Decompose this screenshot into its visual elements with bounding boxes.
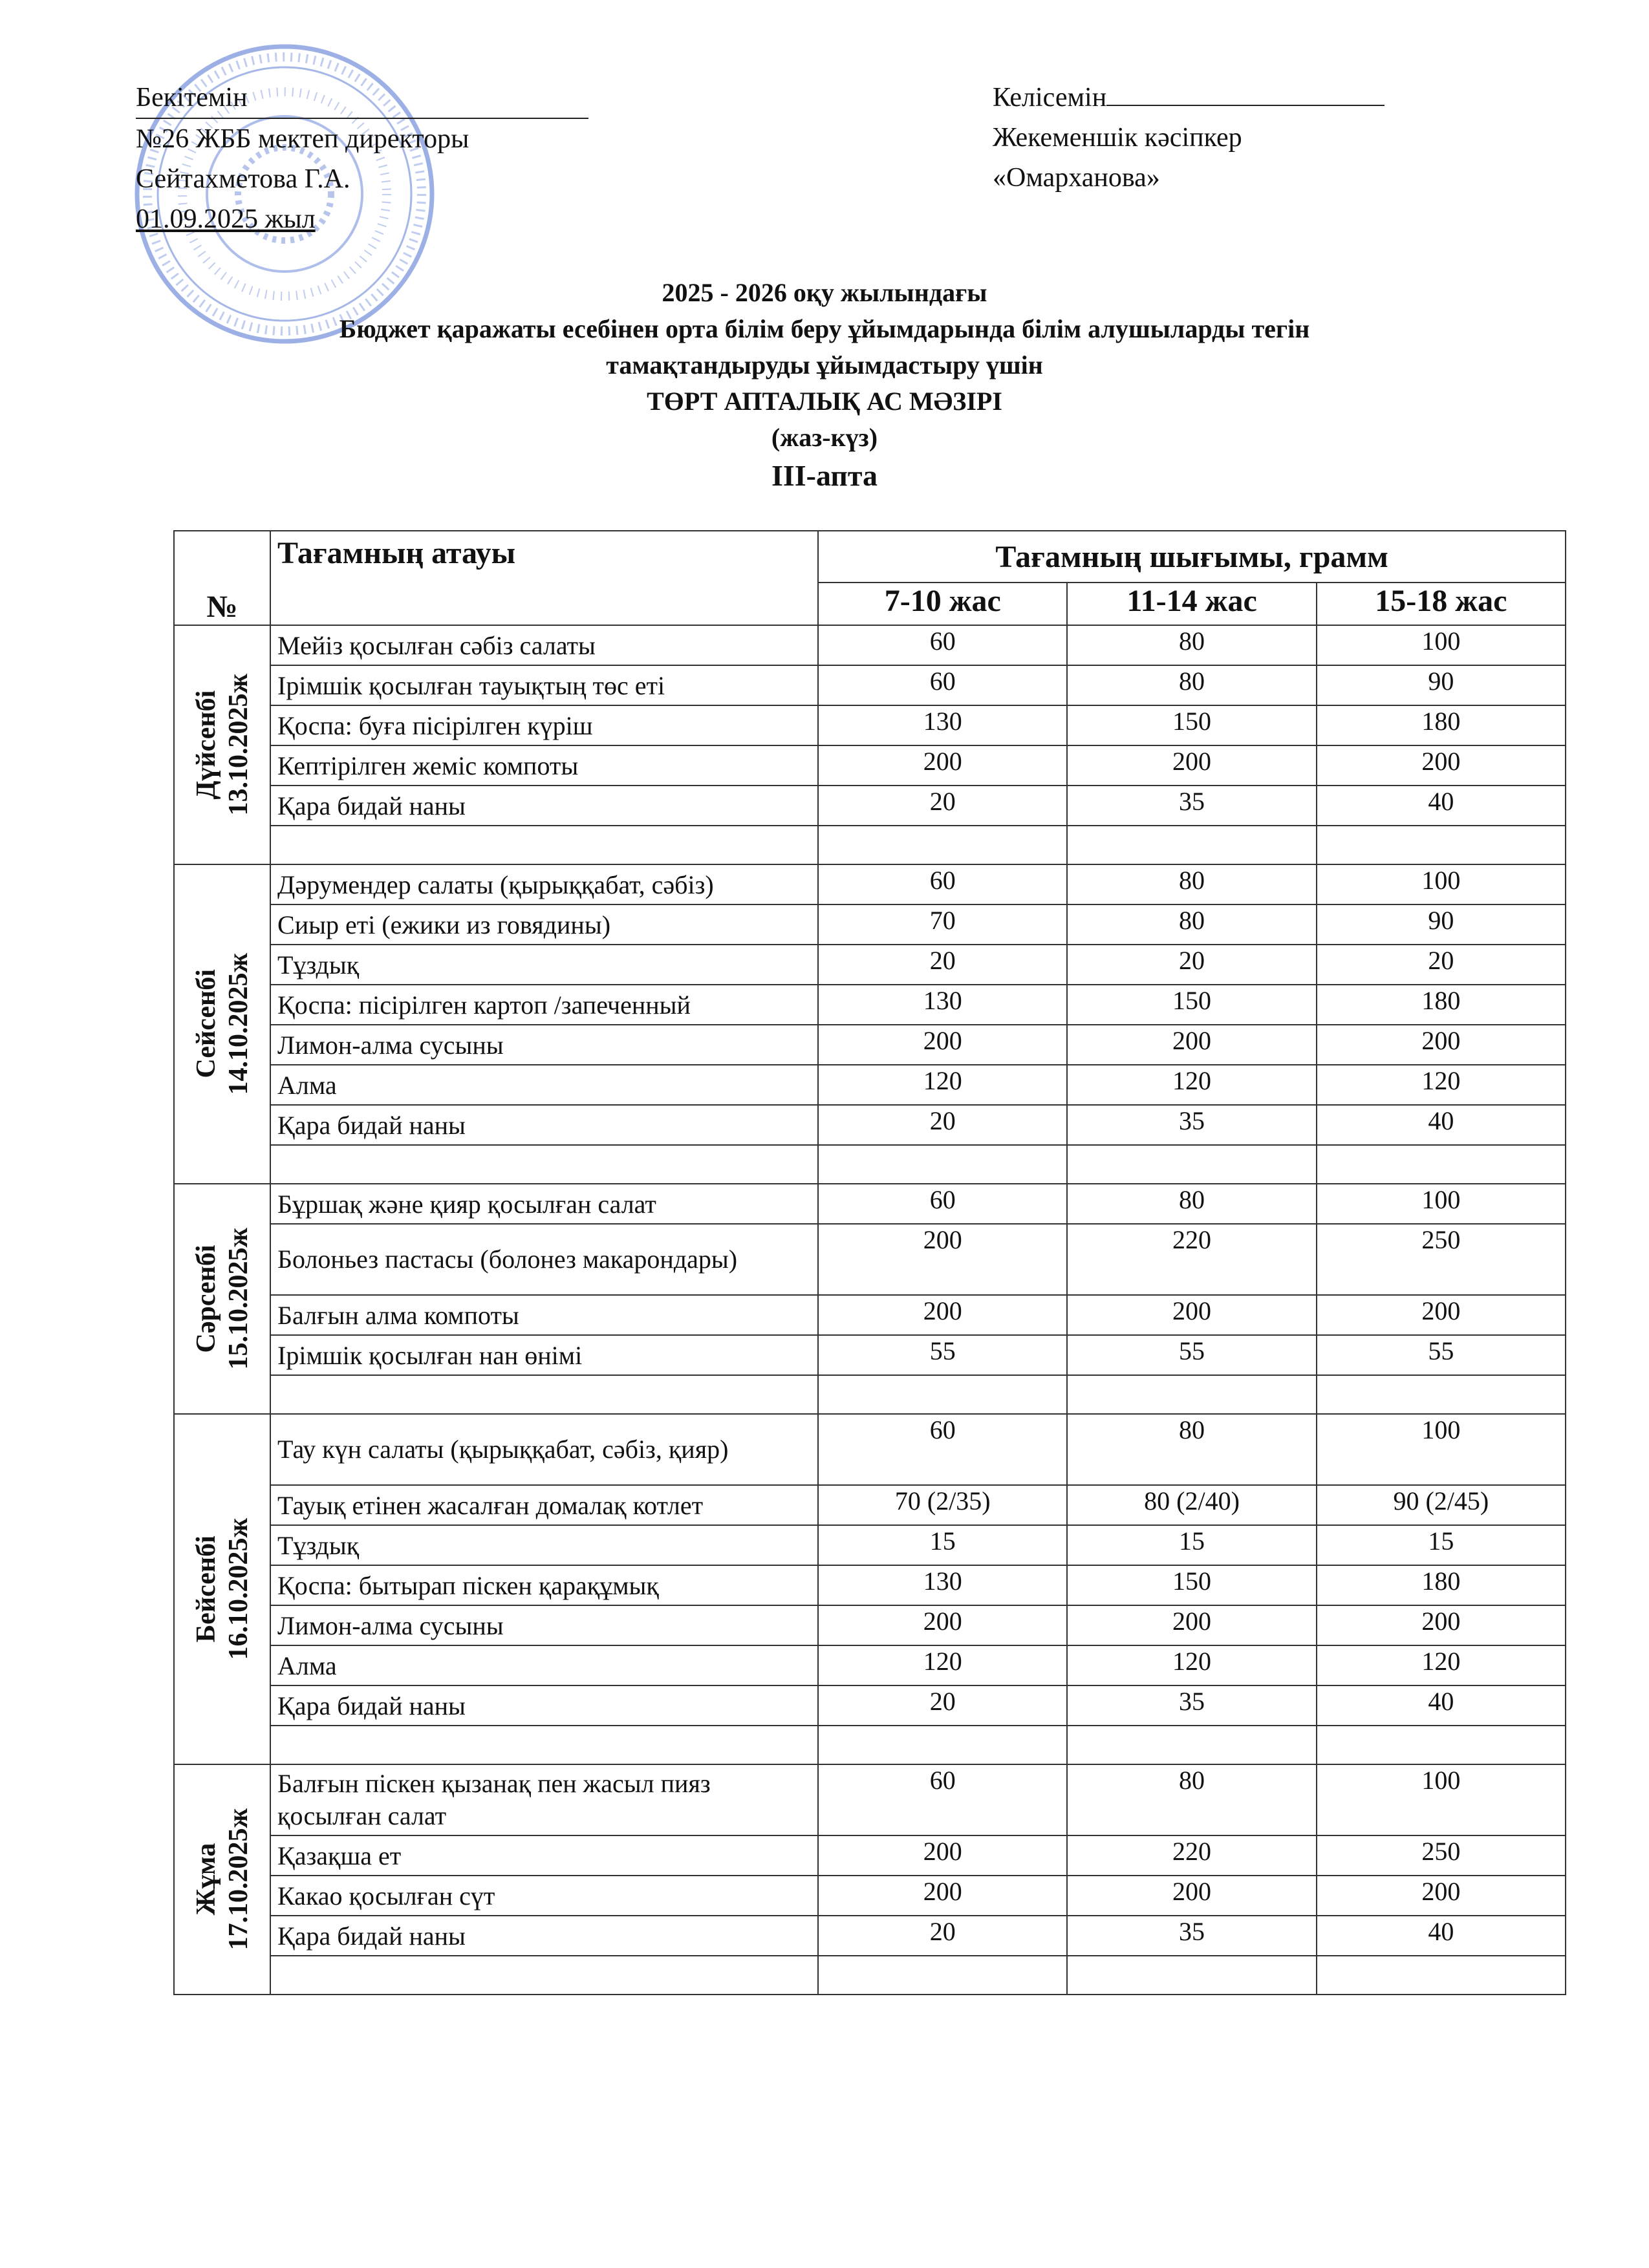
dish-name: Лимон-алма сусыны — [270, 1605, 818, 1645]
day-date: 15.10.2025ж — [223, 1228, 253, 1370]
table-row — [174, 625, 1566, 665]
blank-row — [174, 826, 1566, 864]
portion-7-10: 20 — [818, 1105, 1067, 1145]
portion-11-14: 220 — [1067, 1224, 1316, 1295]
portion-11-14: 35 — [1067, 1916, 1316, 1956]
portion-15-18: 180 — [1317, 985, 1566, 1025]
portion-15-18: 180 — [1317, 1565, 1566, 1605]
dish-name: Ірімшік қосылған тауықтың төс еті — [270, 665, 818, 705]
table-row — [174, 1685, 1566, 1726]
portion-11-14: 80 — [1067, 1414, 1316, 1485]
agreement-name: «Омарханова» — [993, 163, 1160, 193]
table-row — [174, 1105, 1566, 1145]
agreement-block — [993, 78, 1385, 198]
table-row — [174, 1764, 1566, 1835]
table-row — [174, 786, 1566, 826]
table-row — [174, 1605, 1566, 1645]
dish-name: Сиыр еті (ежики из говядины) — [270, 904, 818, 945]
portion-15-18: 40 — [1317, 786, 1566, 826]
portion-7-10: 20 — [818, 945, 1067, 985]
portion-7-10: 60 — [818, 1414, 1067, 1485]
dish-name: Болоньез пастасы (болонез макарондары) — [270, 1224, 818, 1295]
portion-11-14: 35 — [1067, 1685, 1316, 1726]
portion-15-18: 200 — [1317, 1025, 1566, 1065]
portion-15-18: 90 — [1317, 665, 1566, 705]
portion-15-18: 100 — [1317, 1184, 1566, 1224]
dish-name: Алма — [270, 1645, 818, 1685]
portion-11-14: 80 — [1067, 625, 1316, 665]
table-row — [174, 1916, 1566, 1956]
portion-11-14: 200 — [1067, 1025, 1316, 1065]
table-row — [174, 985, 1566, 1025]
table-row — [174, 1645, 1566, 1685]
portion-15-18: 200 — [1317, 1605, 1566, 1645]
table-row — [174, 1835, 1566, 1876]
portion-11-14: 120 — [1067, 1065, 1316, 1105]
title-line-4: ТӨРТ АПТАЛЫҚ АС МӘЗІРІ — [647, 387, 1002, 416]
portion-11-14: 150 — [1067, 985, 1316, 1025]
dish-name: Қоспа: бытырап піскен қарақұмық — [270, 1565, 818, 1605]
blank-row — [174, 1375, 1566, 1414]
day-name: Сәрсенбі — [191, 1245, 221, 1353]
dish-name: Мейіз қосылған сәбіз салаты — [270, 625, 818, 665]
portion-15-18: 90 (2/45) — [1317, 1485, 1566, 1525]
table-row — [174, 1224, 1566, 1295]
dish-name: Ірімшік қосылған нан өнімі — [270, 1335, 818, 1375]
portion-11-14: 80 (2/40) — [1067, 1485, 1316, 1525]
portion-11-14: 220 — [1067, 1835, 1316, 1876]
dish-name: Алма — [270, 1065, 818, 1105]
portion-11-14: 200 — [1067, 1605, 1316, 1645]
day-cell — [174, 1764, 270, 1995]
portion-15-18: 40 — [1317, 1685, 1566, 1726]
title-line-2: Бюджет қаражаты есебінен орта білім беру ұйымдарында білім алушыларды тегін — [339, 314, 1310, 343]
table-row — [174, 864, 1566, 904]
day-date: 14.10.2025ж — [223, 953, 253, 1095]
portion-15-18: 40 — [1317, 1916, 1566, 1956]
menu-table — [173, 530, 1566, 1995]
dish-name: Қара бидай наны — [270, 786, 818, 826]
dish-name: Какао қосылған сүт — [270, 1876, 818, 1916]
day-cell — [174, 625, 270, 864]
portion-15-18: 20 — [1317, 945, 1566, 985]
agreement-label: Келісемін — [993, 83, 1107, 112]
portion-7-10: 200 — [818, 1835, 1067, 1876]
portion-7-10: 200 — [818, 1295, 1067, 1335]
title-line-5: (жаз-күз) — [771, 423, 878, 452]
portion-11-14: 120 — [1067, 1645, 1316, 1685]
portion-7-10: 130 — [818, 1565, 1067, 1605]
table-row — [174, 665, 1566, 705]
portion-15-18: 120 — [1317, 1645, 1566, 1685]
portion-11-14: 35 — [1067, 786, 1316, 826]
blank-row — [174, 1956, 1566, 1995]
dish-name: Қоспа: пісірілген картоп /запеченный — [270, 985, 818, 1025]
portion-7-10: 20 — [818, 1916, 1067, 1956]
portion-7-10: 20 — [818, 1685, 1067, 1726]
approval-block — [136, 78, 588, 239]
portion-7-10: 120 — [818, 1645, 1067, 1685]
dish-name: Қара бидай наны — [270, 1685, 818, 1726]
portion-15-18: 200 — [1317, 745, 1566, 786]
portion-11-14: 150 — [1067, 1565, 1316, 1605]
table-row — [174, 1335, 1566, 1375]
dish-name: Қара бидай наны — [270, 1105, 818, 1145]
portion-11-14: 200 — [1067, 1876, 1316, 1916]
portion-7-10: 200 — [818, 745, 1067, 786]
portion-7-10: 200 — [818, 1876, 1067, 1916]
dish-name: Тұздық — [270, 1525, 818, 1565]
portion-11-14: 150 — [1067, 705, 1316, 745]
approval-date: 01.09.2025 жыл — [136, 204, 316, 234]
portion-7-10: 60 — [818, 665, 1067, 705]
portion-7-10: 130 — [818, 705, 1067, 745]
table-row — [174, 1414, 1566, 1485]
portion-7-10: 60 — [818, 1764, 1067, 1835]
table-row — [174, 1485, 1566, 1525]
portion-15-18: 40 — [1317, 1105, 1566, 1145]
portion-15-18: 120 — [1317, 1065, 1566, 1105]
portion-11-14: 55 — [1067, 1335, 1316, 1375]
portion-11-14: 80 — [1067, 904, 1316, 945]
dish-name: Қара бидай наны — [270, 1916, 818, 1956]
day-cell — [174, 1184, 270, 1414]
portion-7-10: 20 — [818, 786, 1067, 826]
day-name: Бейсенбі — [191, 1535, 221, 1643]
dish-name: Тау күн салаты (қырыққабат, сәбіз, қияр) — [270, 1414, 818, 1485]
day-name: Дүйсенбі — [191, 690, 221, 800]
dish-name: Балғын піскен қызанақ пен жасыл пияз қосылған салат — [270, 1764, 818, 1835]
portion-7-10: 130 — [818, 985, 1067, 1025]
dish-name: Лимон-алма сусыны — [270, 1025, 818, 1065]
portion-7-10: 55 — [818, 1335, 1067, 1375]
portion-11-14: 80 — [1067, 1764, 1316, 1835]
portion-7-10: 120 — [818, 1065, 1067, 1105]
dish-name: Дәрумендер салаты (қырыққабат, сәбіз) — [270, 864, 818, 904]
col-name-header: Тағамның атауы — [270, 531, 818, 625]
table-row — [174, 1184, 1566, 1224]
portion-15-18: 100 — [1317, 1414, 1566, 1485]
day-name: Жұма — [191, 1843, 221, 1916]
day-date: 16.10.2025ж — [223, 1518, 253, 1660]
table-row — [174, 1525, 1566, 1565]
dish-name: Тауық етінен жасалған домалақ котлет — [270, 1485, 818, 1525]
col-yield-header: Тағамның шығымы, грамм — [818, 531, 1566, 583]
approval-label: Бекітемін — [136, 78, 588, 119]
portion-7-10: 60 — [818, 625, 1067, 665]
dish-name: Бұршақ және қияр қосылған салат — [270, 1184, 818, 1224]
signature-line — [1106, 81, 1385, 106]
table-row — [174, 745, 1566, 786]
portion-15-18: 180 — [1317, 705, 1566, 745]
table-row — [174, 945, 1566, 985]
portion-11-14: 15 — [1067, 1525, 1316, 1565]
portion-7-10: 60 — [818, 1184, 1067, 1224]
portion-11-14: 35 — [1067, 1105, 1316, 1145]
portion-7-10: 200 — [818, 1605, 1067, 1645]
portion-15-18: 100 — [1317, 625, 1566, 665]
approval-name: Сейтахметова Г.А. — [136, 164, 350, 194]
portion-15-18: 55 — [1317, 1335, 1566, 1375]
portion-15-18: 200 — [1317, 1295, 1566, 1335]
table-row — [174, 1876, 1566, 1916]
portion-11-14: 80 — [1067, 665, 1316, 705]
day-cell — [174, 1414, 270, 1764]
approval-position: №26 ЖББ мектеп директоры — [136, 124, 469, 154]
col-number-header: № — [174, 531, 270, 625]
portion-7-10: 200 — [818, 1224, 1067, 1295]
portion-15-18: 100 — [1317, 1764, 1566, 1835]
portion-11-14: 200 — [1067, 745, 1316, 786]
portion-15-18: 200 — [1317, 1876, 1566, 1916]
agreement-role: Жекеменшік кәсіпкер — [993, 123, 1242, 153]
dish-name: Тұздық — [270, 945, 818, 985]
portion-15-18: 250 — [1317, 1224, 1566, 1295]
portion-7-10: 200 — [818, 1025, 1067, 1065]
portion-11-14: 80 — [1067, 864, 1316, 904]
document-title — [0, 275, 1649, 496]
day-name: Сейсенбі — [191, 969, 221, 1079]
portion-15-18: 15 — [1317, 1525, 1566, 1565]
portion-7-10: 60 — [818, 864, 1067, 904]
age-header-7-10: 7-10 жас — [818, 583, 1067, 625]
table-row — [174, 705, 1566, 745]
portion-7-10: 70 — [818, 904, 1067, 945]
portion-11-14: 200 — [1067, 1295, 1316, 1335]
table-row — [174, 1065, 1566, 1105]
portion-15-18: 90 — [1317, 904, 1566, 945]
table-row — [174, 1295, 1566, 1335]
dish-name: Кептірілген жеміс компоты — [270, 745, 818, 786]
blank-row — [174, 1145, 1566, 1184]
dish-name: Балғын алма компоты — [270, 1295, 818, 1335]
dish-name: Қазақша ет — [270, 1835, 818, 1876]
age-header-11-14: 11-14 жас — [1067, 583, 1316, 625]
title-line-3: тамақтандыруды ұйымдастыру үшін — [606, 350, 1043, 380]
title-line-1: 2025 - 2026 оқу жылындағы — [662, 278, 987, 307]
day-date: 17.10.2025ж — [223, 1808, 253, 1951]
blank-row — [174, 1726, 1566, 1764]
day-cell — [174, 864, 270, 1184]
dish-name: Қоспа: буға пісірілген күріш — [270, 705, 818, 745]
day-date: 13.10.2025ж — [223, 674, 253, 816]
age-header-15-18: 15-18 жас — [1317, 583, 1566, 625]
portion-15-18: 100 — [1317, 864, 1566, 904]
portion-7-10: 70 (2/35) — [818, 1485, 1067, 1525]
portion-11-14: 20 — [1067, 945, 1316, 985]
portion-7-10: 15 — [818, 1525, 1067, 1565]
table-row — [174, 1025, 1566, 1065]
table-row — [174, 1565, 1566, 1605]
table-row — [174, 904, 1566, 945]
portion-15-18: 250 — [1317, 1835, 1566, 1876]
week-label: ІІІ-апта — [771, 459, 878, 492]
portion-11-14: 80 — [1067, 1184, 1316, 1224]
